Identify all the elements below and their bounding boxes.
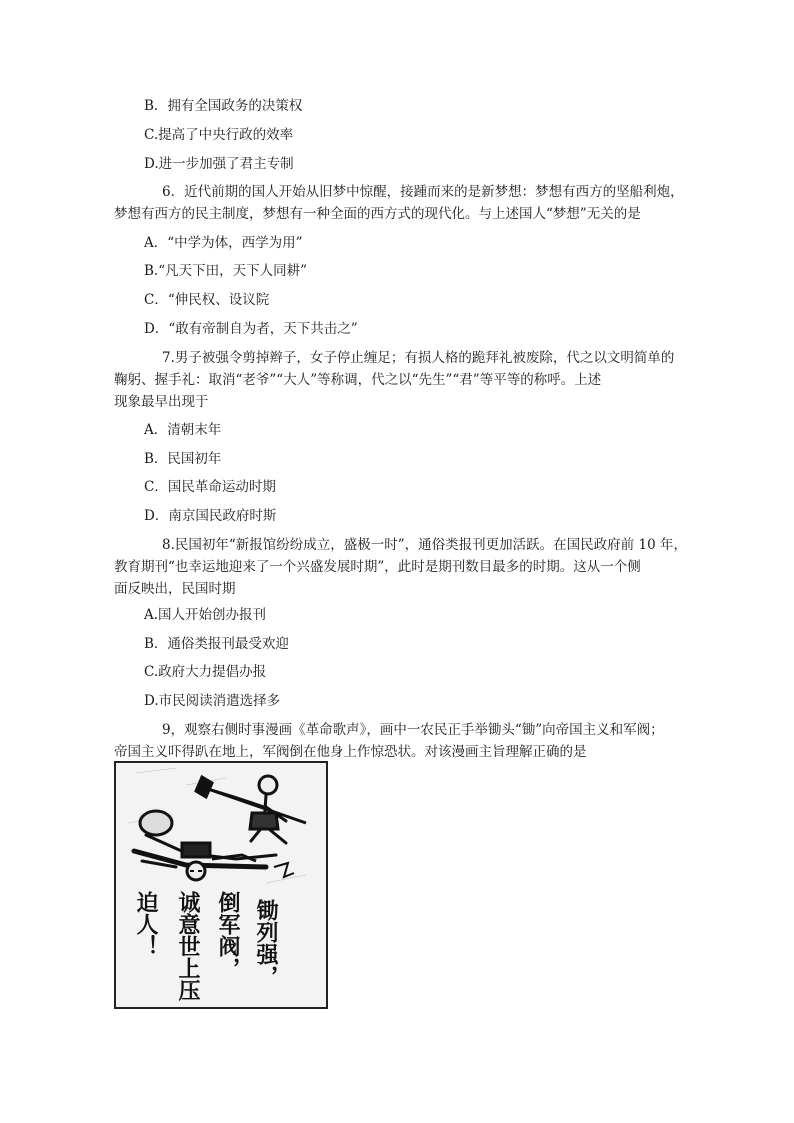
- q7-stem-line-2: 鞠躬、握手礼：取消“老爷”“大人”等称调，代之以“先生”“君”等平等的称呼。上述: [114, 372, 602, 388]
- q6-stem-line-1: 6．近代前期的国人开始从旧梦中惊醒，接踵而来的是新梦想：梦想有西方的坚船利炮，: [162, 184, 684, 200]
- q6-option-d: D．“敢有帝制自为者，天下共击之”: [144, 321, 358, 337]
- q6-option-b: B.“凡天下田，天下人同耕”: [144, 263, 308, 279]
- q7-option-d: D．南京国民政府时斯: [144, 508, 277, 524]
- q8-stem-line-3: 面反映出，民国时期: [114, 581, 236, 597]
- q7-option-a: A．清朝末年: [144, 422, 222, 438]
- q7-option-b: B．民国初年: [144, 451, 222, 467]
- q8-option-b: B．通俗类报刊最受欢迎: [144, 636, 289, 652]
- cartoon-drawing: [116, 763, 326, 1007]
- revolution-song-cartoon: [114, 761, 328, 1009]
- q9-stem-line-1: 9，观察右侧时事漫画《革命歌声》，画中一农民正手举锄头“锄”向帝国主义和军阀；: [162, 722, 664, 738]
- q8-stem-line-1: 8.民国初年“新报馆纷纷成立，盛极一时”，通俗类报刊更加活跃。在国民政府前 10 年，: [162, 537, 687, 553]
- caption-column-4: 迫人！: [133, 891, 159, 957]
- q7-stem-line-3: 现象最早出现于: [114, 394, 209, 410]
- q9-stem-line-2: 帝国主义吓得趴在地上，军阀倒在他身上作惊恐状。对该漫画主旨理解正确的是: [114, 744, 587, 760]
- q5-option-c: C.提高了中央行政的效率: [144, 127, 294, 143]
- q6-option-c: C．“伸民权、设议院: [144, 292, 270, 308]
- q6-stem-line-2: 梦想有西方的民主制度，梦想有一种全面的西方式的现代化。与上述国人“梦想”无关的是: [114, 206, 641, 222]
- q5-option-b: B．拥有全国政务的决策权: [144, 98, 303, 114]
- q8-option-c: C.政府大力提倡办报: [144, 664, 267, 680]
- q6-option-a: A．“中学为体，西学为用”: [144, 235, 303, 251]
- caption-column-2: 倒军阀，: [215, 891, 241, 979]
- q7-stem-line-1: 7.男子被强令剪掉辫子，女子停止缠足；有损人格的跪拜礼被废除，代之以文明简单的: [162, 350, 675, 366]
- caption-column-3: 诚意世上压: [175, 891, 201, 1001]
- caption-column-1: 锄列强，: [253, 899, 279, 987]
- q5-option-d: D.进一步加强了君主专制: [144, 156, 294, 172]
- q7-option-c: C．国民革命运动时期: [144, 479, 276, 495]
- q8-option-d: D.市民阅读消遣选择多: [144, 693, 281, 709]
- q8-option-a: A.国人开始创办报刊: [144, 607, 267, 623]
- q8-stem-line-2: 教育期刊“也幸运地迎来了一个兴盛发展时期”，此时是期刊数目最多的时期。这从一个侧: [114, 559, 641, 575]
